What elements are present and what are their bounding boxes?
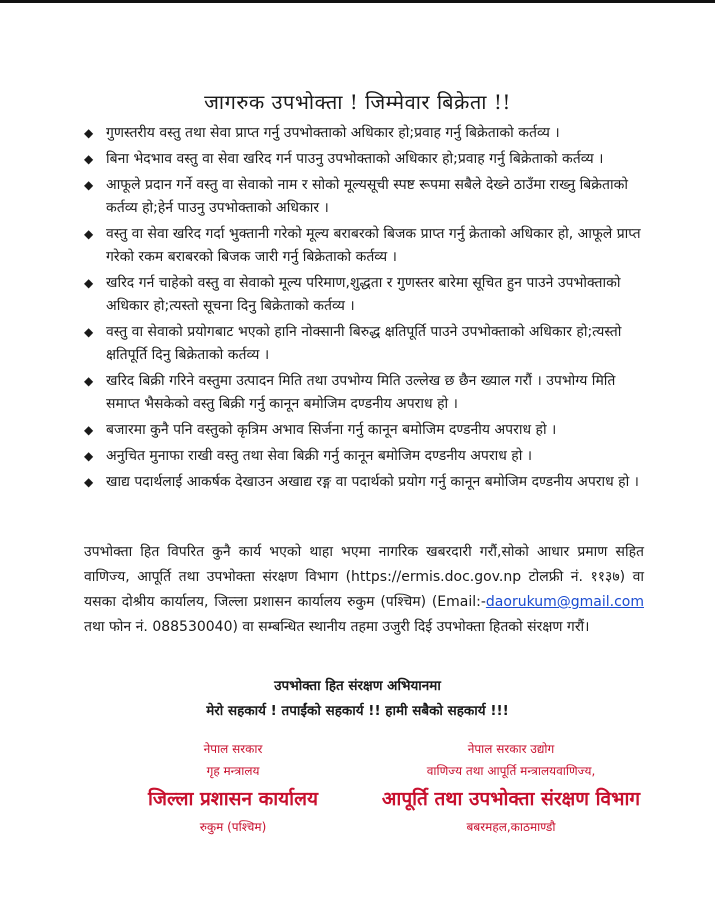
paragraph-text: उपभोक्ता हित विपरित कुनै कार्य भएको थाहा भएमा नागरिक खबरदारी गरौं,सोको आधार प्रमाण सहित वाणिज्य, आपूर्ति तथा उपभोक्ता संरक्षण विभाग (https://ermis.doc.gov.np टोलफ्री नं. ११३७) वा यसका दोश्रीय कार्यालय, जिल्ला प्रशासन कार्यालय रुकुम (पश्चिम) (Email:-	[84, 544, 644, 610]
ministry-label: वाणिज्य तथा आपूर्ति मन्त्रालयवाणिज्य,	[426, 764, 596, 778]
list-item-text: वस्तु वा सेवाको प्रयोगबाट भएको हानि नोक्सानी बिरुद्ध क्षतिपूर्ति पाउने उपभोक्ताको अधिकार हो;त्यस्तो क्षतिपूर्ति दिनु बिक्रेताको कर्तव्य ।	[106, 324, 622, 363]
bullet-icon: ◆	[84, 449, 94, 463]
campaign-slogan	[0, 674, 715, 724]
bullet-icon: ◆	[84, 276, 94, 290]
bullet-icon: ◆	[84, 374, 94, 388]
list-item-text: वस्तु वा सेवा खरिद गर्दा भुक्तानी गरेको मूल्य बराबरको बिजक प्राप्त गर्नु क्रेताको अधिकार हो, आफूले प्राप्त गरेको रकम बराबरको बिजक जारी गर्नु बिक्रेताको कर्तव्य ।	[106, 226, 641, 265]
list-item	[84, 122, 644, 145]
issuer-district-office	[118, 738, 348, 838]
office-name: जिल्ला प्रशासन कार्यालय	[147, 788, 319, 810]
bullet-icon: ◆	[84, 126, 94, 140]
list-item-text: खाद्य पदार्थलाई आकर्षक देखाउन अखाद्य रङ्ग वा पदार्थको प्रयोग गर्नु कानून बमोजिम दण्डनीय अपराध हो ।	[106, 474, 639, 490]
list-item	[84, 445, 644, 468]
list-item-text: अनुचित मुनाफा राखी वस्तु तथा सेवा बिक्री गर्नु कानून बमोजिम दण्डनीय अपराध हो ।	[106, 448, 533, 464]
list-item-text: बजारमा कुनै पनि वस्तुको कृत्रिम अभाव सिर्जना गर्नु कानून बमोजिम दण्डनीय अपराध हो ।	[106, 422, 557, 438]
bullet-icon: ◆	[84, 423, 94, 437]
bullet-icon: ◆	[84, 475, 94, 489]
complaint-paragraph	[84, 540, 644, 640]
government-label: नेपाल सरकार	[203, 742, 263, 756]
list-item-text: आफूले प्रदान गर्ने वस्तु वा सेवाको नाम र सोको मूल्यसूची स्पष्ट रूपमा सबैले देख्ने ठाउँमा राख्नु बिक्रेताको कर्तव्य हो;हेर्न पाउनु उपभोक्ताको अधिकार ।	[106, 177, 628, 216]
list-item	[84, 148, 644, 171]
ministry-label: गृह मन्त्रालय	[206, 764, 260, 778]
list-item-text: खरिद बिक्री गरिने वस्तुमा उत्पादन मिति तथा उपभोग्य मिति उल्लेख छ छैन ख्याल गरौं । उपभोग्य मिति समाप्त भैसकेको वस्तु बिक्री गर्नु कानून बमोजिम दण्डनीय अपराध हो ।	[106, 373, 616, 412]
bullet-icon: ◆	[84, 325, 94, 339]
list-item	[84, 174, 644, 220]
office-location: रुकुम (पश्चिम)	[199, 820, 267, 834]
bullet-icon: ◆	[84, 152, 94, 166]
list-item	[84, 321, 644, 367]
issuer-department	[370, 738, 652, 838]
list-item-text: गुणस्तरीय वस्तु तथा सेवा प्राप्त गर्नु उपभोक्ताको अधिकार हो;प्रवाह गर्नु बिक्रेताको कर्तव्य ।	[106, 125, 560, 141]
campaign-line-2: मेरो सहकार्य ! तपाईंको सहकार्य !! हामी सबैको सहकार्य !!!	[206, 703, 509, 719]
list-item	[84, 223, 644, 269]
department-location: बबरमहल,काठमाण्डौ	[466, 820, 556, 834]
list-item	[84, 272, 644, 318]
government-label: नेपाल सरकार उद्योग	[467, 742, 555, 756]
list-item	[84, 370, 644, 416]
top-border	[0, 0, 715, 3]
list-item-text: बिना भेदभाव वस्तु वा सेवा खरिद गर्न पाउनु उपभोक्ताको अधिकार हो;प्रवाह गर्नु बिक्रेताको कर्तव्य ।	[106, 151, 604, 167]
bullet-icon: ◆	[84, 227, 94, 241]
paragraph-text-end: तथा फोन नं. 088530040) वा सम्बन्धित स्थानीय तहमा उजुरी दिई उपभोक्ता हितको संरक्षण गरौं।	[84, 619, 590, 635]
email-link[interactable]: daorukum@gmail.com	[485, 594, 644, 610]
campaign-line-1: उपभोक्ता हित संरक्षण अभियानमा	[274, 678, 441, 694]
list-item	[84, 471, 644, 494]
list-item-text: खरिद गर्न चाहेको वस्तु वा सेवाको मूल्य परिमाण,शुद्धता र गुणस्तर बारेमा सूचित हुन पाउने उपभोक्ताको अधिकार हो;त्यस्तो सूचना दिनु बिक्रेताको कर्तव्य ।	[106, 275, 621, 314]
bullet-icon: ◆	[84, 178, 94, 192]
bullet-list	[84, 122, 644, 497]
department-name: आपूर्ति तथा उपभोक्ता संरक्षण विभाग	[381, 788, 641, 810]
page-title: जागरुक उपभोक्ता ! जिम्मेवार बिक्रेता !!	[204, 90, 511, 114]
list-item	[84, 419, 644, 442]
